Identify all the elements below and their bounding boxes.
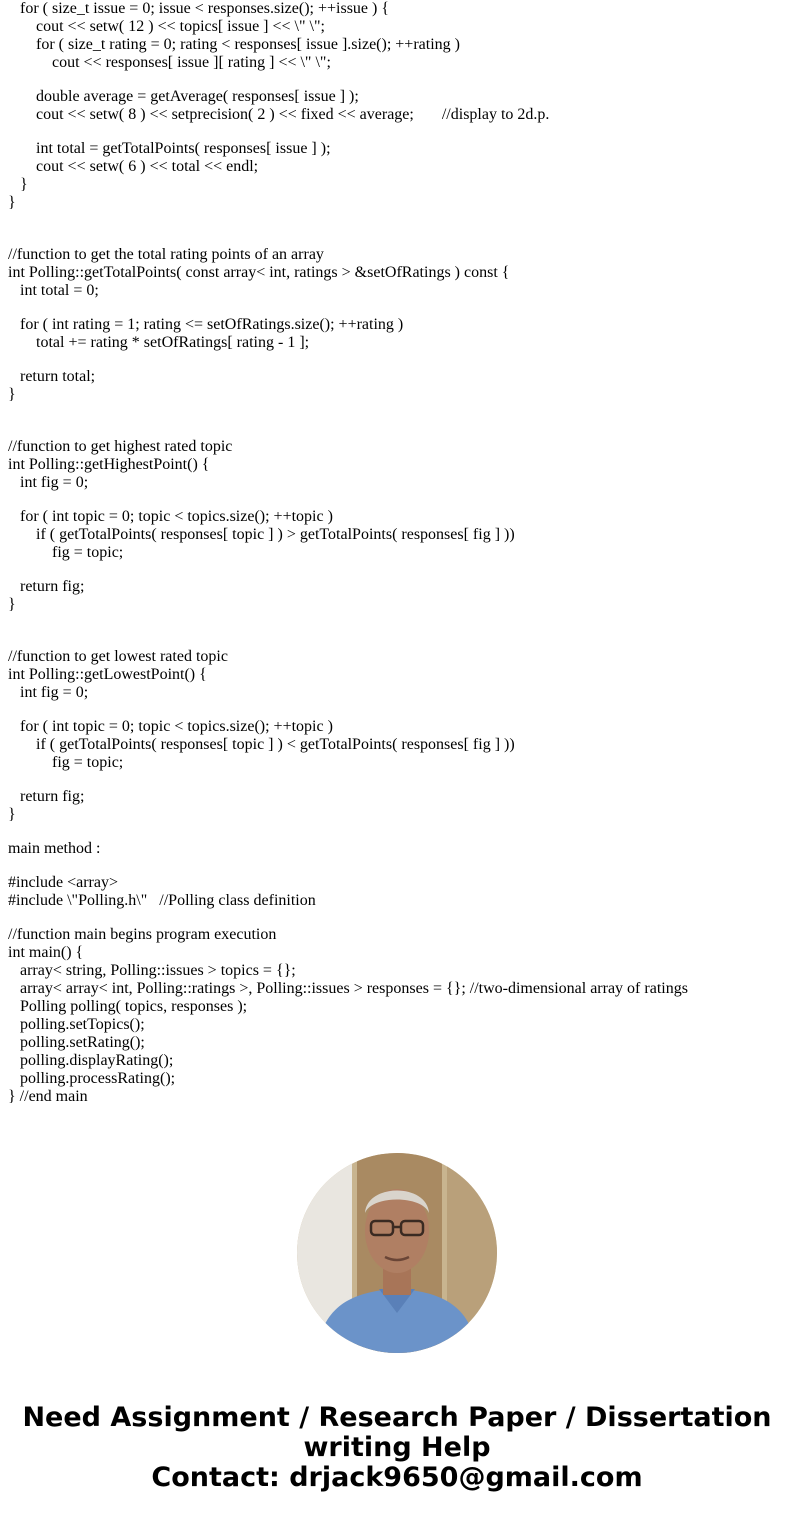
code-line bbox=[8, 718, 788, 736]
code-line bbox=[8, 892, 788, 910]
code-text: for ( size_t issue = 0; issue < responses.size(); ++issue ) { bbox=[20, 0, 390, 17]
blank-line bbox=[8, 352, 788, 368]
code-text: cout << setw( 8 ) << setprecision( 2 ) << fixed << average; bbox=[36, 106, 414, 123]
code-line bbox=[8, 88, 788, 106]
blank-line bbox=[8, 772, 788, 788]
code-line bbox=[8, 736, 788, 754]
code-text: return total; bbox=[20, 368, 96, 385]
code-text: int Polling::getHighestPoint() { bbox=[8, 456, 210, 473]
code-line bbox=[8, 980, 788, 998]
code-line bbox=[8, 998, 788, 1016]
code-text: } bbox=[8, 806, 16, 823]
code-line bbox=[8, 474, 788, 492]
code-text: int fig = 0; bbox=[20, 684, 89, 701]
code-text: int total = 0; bbox=[20, 282, 99, 299]
code-line bbox=[8, 926, 788, 944]
code-text: return fig; bbox=[20, 578, 85, 595]
code-line bbox=[8, 578, 788, 596]
blank-line bbox=[8, 824, 788, 840]
code-line bbox=[8, 106, 788, 124]
code-text: fig = topic; bbox=[52, 754, 124, 771]
code-line bbox=[8, 874, 788, 892]
code-text: for ( size_t rating = 0; rating < responses[ issue ].size(); ++rating ) bbox=[36, 36, 460, 53]
code-line bbox=[8, 1034, 788, 1052]
code-text: for ( int rating = 1; rating <= setOfRatings.size(); ++rating ) bbox=[20, 316, 404, 333]
code-text: main method : bbox=[8, 840, 101, 857]
promo-line-1: Need Assignment / Research Paper / Dissertation bbox=[22, 1402, 772, 1433]
code-text: if ( getTotalPoints( responses[ topic ] ) > getTotalPoints( responses[ fig ] )) bbox=[36, 526, 515, 543]
code-text: //function to get lowest rated topic bbox=[8, 648, 228, 665]
code-text: //function to get the total rating points of an array bbox=[8, 246, 324, 263]
code-line bbox=[8, 264, 788, 282]
code-line bbox=[8, 282, 788, 300]
code-comment: //display to 2d.p. bbox=[441, 106, 550, 123]
code-text: cout << setw( 12 ) << topics[ issue ] << \" \"; bbox=[36, 18, 325, 35]
code-line bbox=[8, 368, 788, 386]
code-line bbox=[8, 246, 788, 264]
code-line bbox=[8, 944, 788, 962]
code-line bbox=[8, 194, 788, 212]
code-text: cout << setw( 6 ) << total << endl; bbox=[36, 158, 259, 175]
blank-line bbox=[8, 124, 788, 140]
code-text: int main() { bbox=[8, 944, 84, 961]
code-text: cout << responses[ issue ][ rating ] << \" \"; bbox=[52, 54, 331, 71]
code-text: array< string, Polling::issues > topics = {}; bbox=[20, 962, 296, 979]
code-line bbox=[8, 840, 788, 858]
code-text: fig = topic; bbox=[52, 544, 124, 561]
code-line bbox=[8, 1016, 788, 1034]
code-line bbox=[8, 648, 788, 666]
code-text: //function to get highest rated topic bbox=[8, 438, 233, 455]
code-line bbox=[8, 54, 788, 72]
code-text: int Polling::getTotalPoints( const array< int, ratings > &setOfRatings ) const { bbox=[8, 264, 510, 281]
code-text: array< array< int, Polling::ratings >, Polling::issues > responses = {}; //two-dimensional array of ratings bbox=[20, 980, 688, 997]
code-line bbox=[8, 140, 788, 158]
blank-line bbox=[8, 858, 788, 874]
code-line bbox=[8, 0, 788, 18]
code-listing bbox=[8, 0, 788, 1106]
blank-line bbox=[8, 492, 788, 508]
code-line bbox=[8, 508, 788, 526]
code-line bbox=[8, 962, 788, 980]
blank-line bbox=[8, 702, 788, 718]
code-line bbox=[8, 158, 788, 176]
blank-line bbox=[8, 212, 788, 246]
code-text: polling.displayRating(); bbox=[20, 1052, 174, 1069]
blank-line bbox=[8, 72, 788, 88]
code-text: } bbox=[8, 386, 16, 403]
code-text: } //end main bbox=[8, 1088, 88, 1105]
blank-line bbox=[8, 910, 788, 926]
blank-line bbox=[8, 300, 788, 316]
author-avatar bbox=[297, 1153, 497, 1353]
code-text: polling.processRating(); bbox=[20, 1070, 176, 1087]
code-line bbox=[8, 334, 788, 352]
code-text: return fig; bbox=[20, 788, 85, 805]
code-line bbox=[8, 18, 788, 36]
code-text: double average = getAverage( responses[ issue ] ); bbox=[36, 88, 359, 105]
code-text: } bbox=[8, 596, 16, 613]
code-line bbox=[8, 526, 788, 544]
code-line bbox=[8, 806, 788, 824]
code-text: #include \"Polling.h\" //Polling class definition bbox=[8, 892, 316, 909]
code-text: } bbox=[20, 176, 28, 193]
code-line bbox=[8, 176, 788, 194]
code-text: } bbox=[8, 194, 16, 211]
blank-line bbox=[8, 404, 788, 438]
code-line bbox=[8, 684, 788, 702]
code-line bbox=[8, 438, 788, 456]
code-text: for ( int topic = 0; topic < topics.size(); ++topic ) bbox=[20, 718, 333, 735]
code-text: //function main begins program execution bbox=[8, 926, 277, 943]
promo-line-3: Contact: drjack9650@gmail.com bbox=[151, 1462, 643, 1493]
code-line bbox=[8, 544, 788, 562]
code-line bbox=[8, 1052, 788, 1070]
code-text: Polling polling( topics, responses ); bbox=[20, 998, 248, 1015]
code-line bbox=[8, 754, 788, 772]
code-text: int total = getTotalPoints( responses[ issue ] ); bbox=[36, 140, 331, 157]
code-text: if ( getTotalPoints( responses[ topic ] ) < getTotalPoints( responses[ fig ] )) bbox=[36, 736, 515, 753]
code-line bbox=[8, 788, 788, 806]
promo-line-2: writing Help bbox=[303, 1432, 491, 1463]
code-text: for ( int topic = 0; topic < topics.size(); ++topic ) bbox=[20, 508, 333, 525]
code-text: int Polling::getLowestPoint() { bbox=[8, 666, 207, 683]
code-text: polling.setRating(); bbox=[20, 1034, 145, 1051]
promo-banner bbox=[0, 1403, 794, 1493]
code-line bbox=[8, 1088, 788, 1106]
code-line bbox=[8, 456, 788, 474]
code-text: int fig = 0; bbox=[20, 474, 89, 491]
blank-line bbox=[8, 614, 788, 648]
blank-line bbox=[8, 562, 788, 578]
code-line bbox=[8, 596, 788, 614]
code-text: polling.setTopics(); bbox=[20, 1016, 145, 1033]
code-line bbox=[8, 36, 788, 54]
code-line bbox=[8, 316, 788, 334]
code-text: #include <array> bbox=[8, 874, 118, 891]
code-line bbox=[8, 386, 788, 404]
code-line bbox=[8, 666, 788, 684]
person-photo-icon bbox=[297, 1153, 497, 1353]
code-line bbox=[8, 1070, 788, 1088]
code-text: total += rating * setOfRatings[ rating - 1 ]; bbox=[36, 334, 310, 351]
